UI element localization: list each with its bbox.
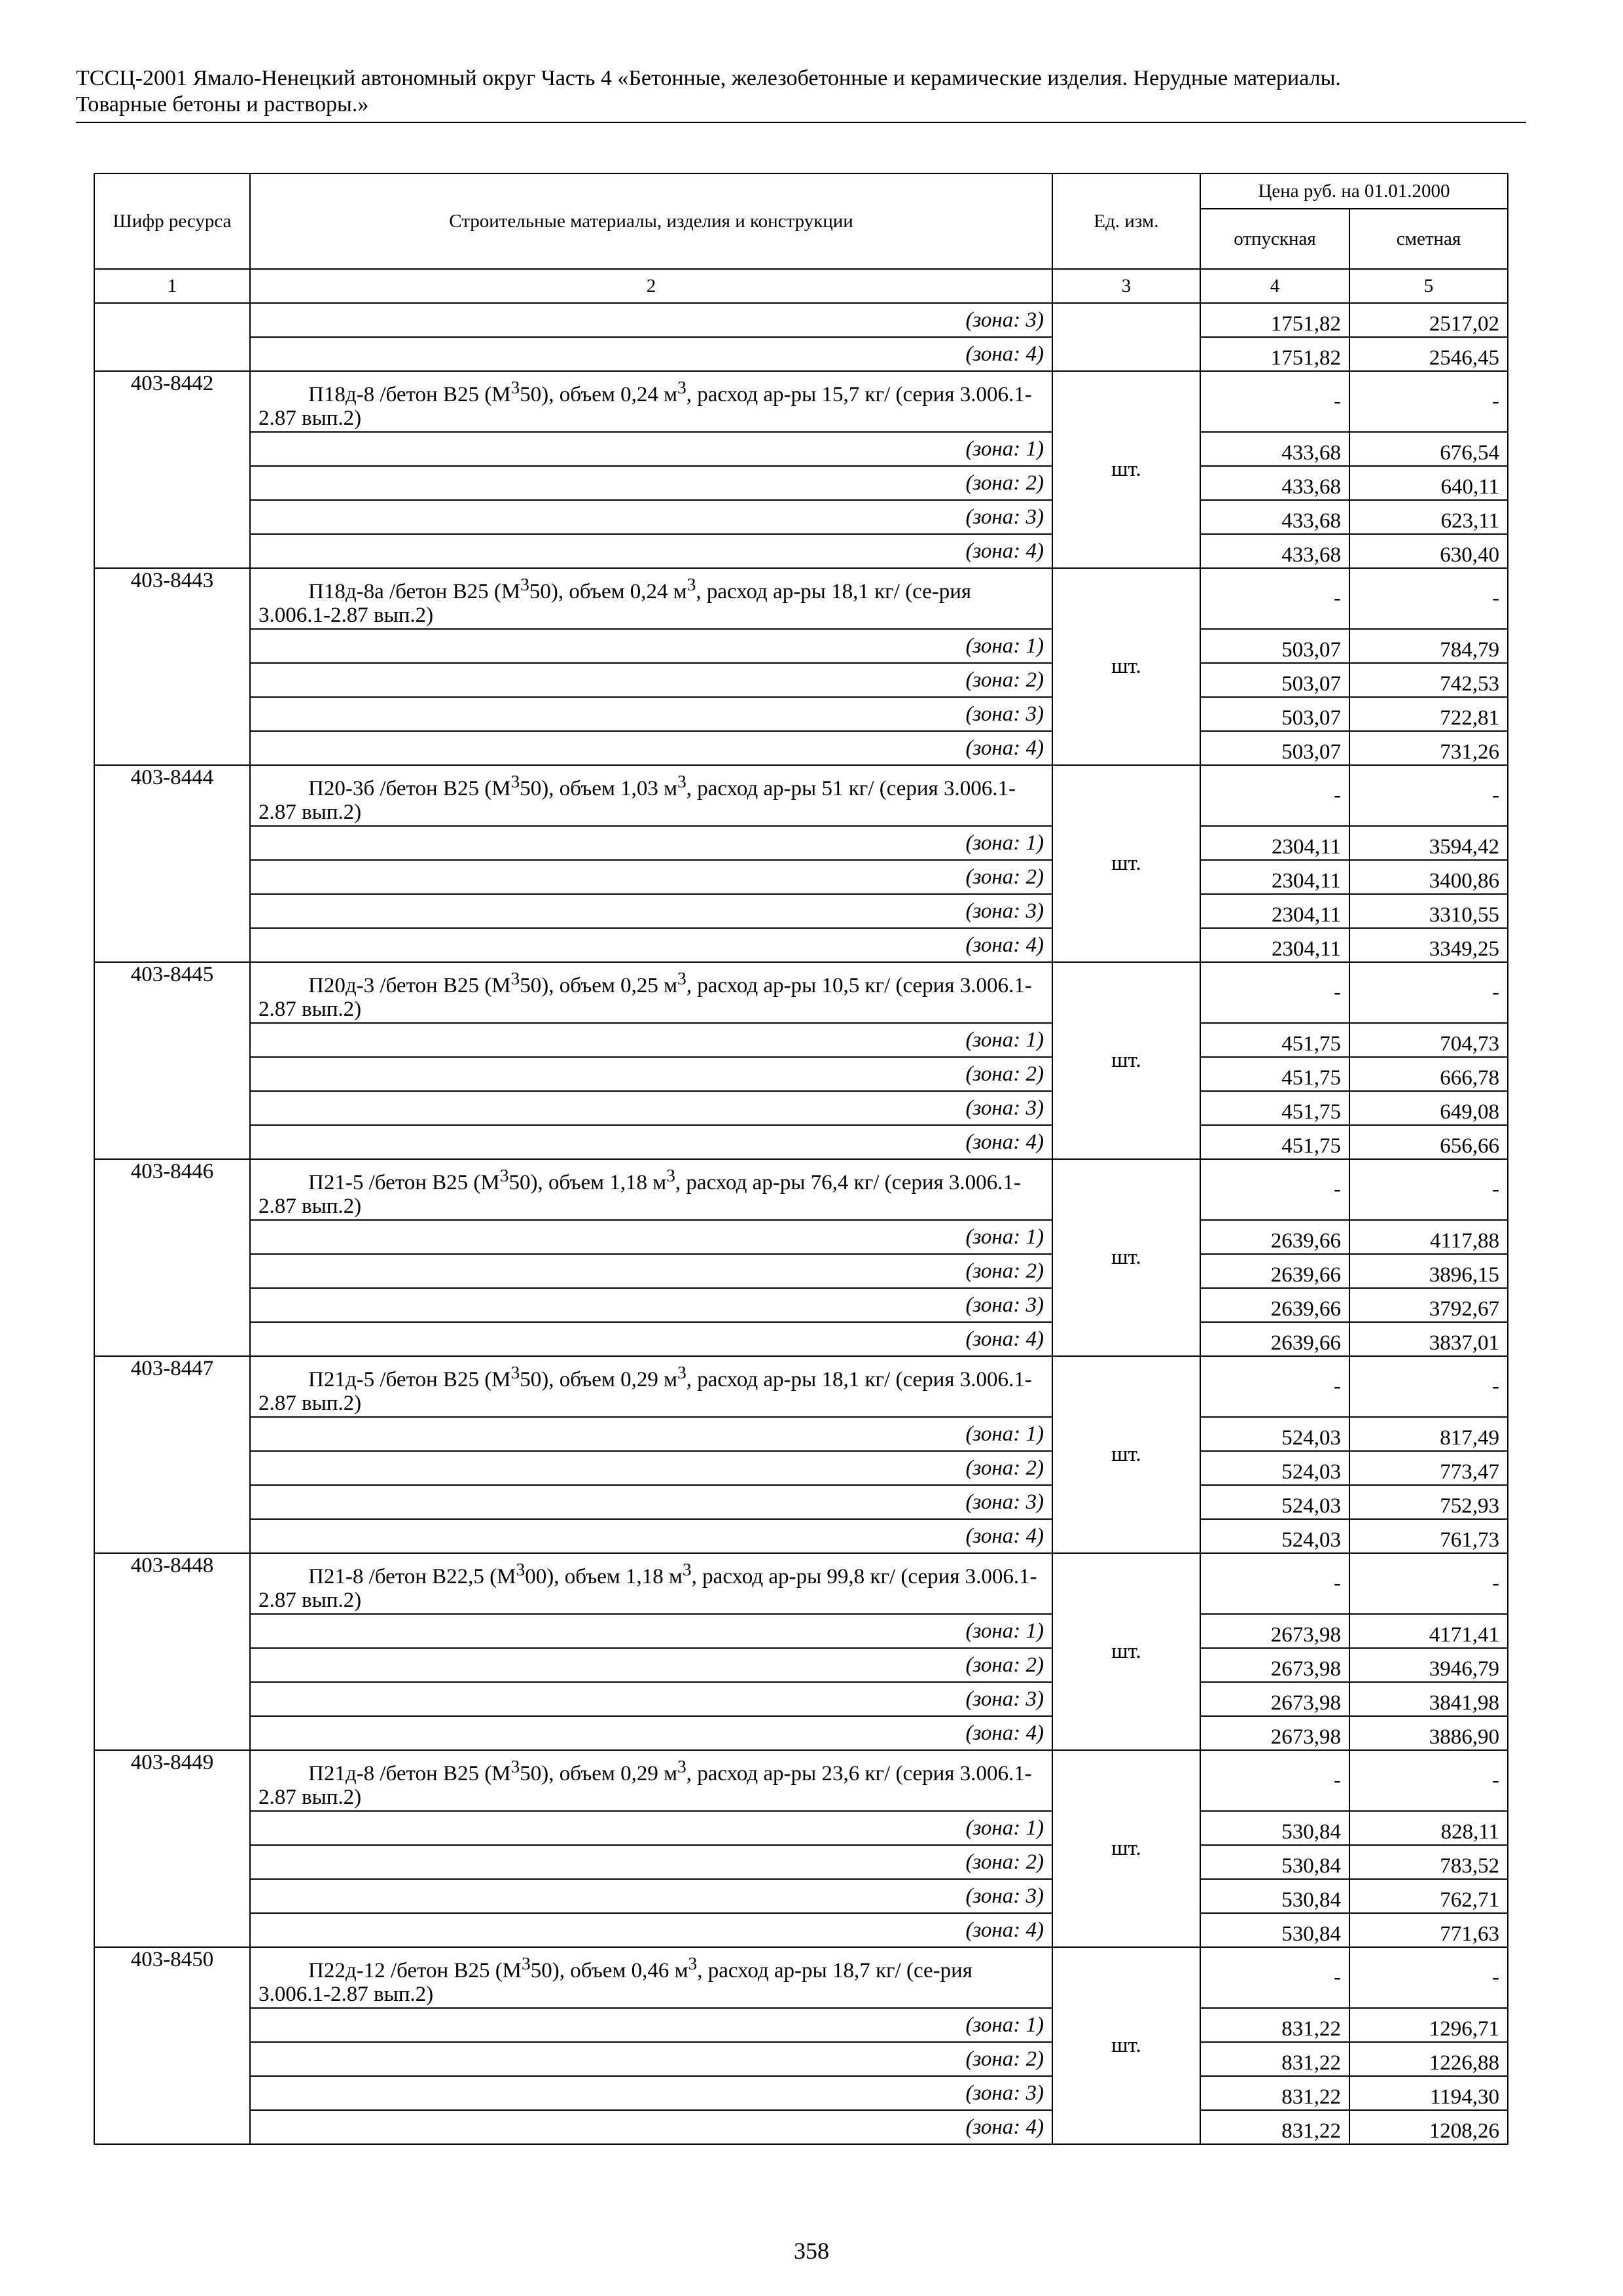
release-price: 831,22 xyxy=(1200,2042,1349,2076)
estimate-price: 3896,15 xyxy=(1349,1254,1508,1288)
release-price: 433,68 xyxy=(1200,432,1349,466)
estimate-price: 784,79 xyxy=(1349,629,1508,663)
resource-description xyxy=(250,371,1052,432)
estimate-price: 783,52 xyxy=(1349,1845,1508,1879)
estimate-price: 1194,30 xyxy=(1349,2076,1508,2110)
release-price: 433,68 xyxy=(1200,466,1349,500)
release-price: 1751,82 xyxy=(1200,303,1349,337)
unit-empty xyxy=(1052,303,1200,337)
zone-label: (зона: 4) xyxy=(250,1322,1052,1356)
zone-label: (зона: 1) xyxy=(250,432,1052,466)
release-price: 530,84 xyxy=(1200,1845,1349,1879)
estimate-price: 649,08 xyxy=(1349,1091,1508,1125)
resource-description xyxy=(250,568,1052,629)
release-price: 2304,11 xyxy=(1200,860,1349,894)
estimate-price: 630,40 xyxy=(1349,534,1508,568)
zone-row xyxy=(94,1417,1508,1451)
release-price: - xyxy=(1200,1356,1349,1417)
release-price: 524,03 xyxy=(1200,1519,1349,1553)
zone-label: (зона: 1) xyxy=(250,1220,1052,1254)
unit-of-measure: шт. xyxy=(1052,1553,1200,1750)
header-name: Строительные материалы, изделия и конструкции xyxy=(250,173,1052,269)
zone-label: (зона: 1) xyxy=(250,1023,1052,1057)
release-price: 433,68 xyxy=(1200,500,1349,534)
estimate-price: - xyxy=(1349,765,1508,826)
header-release-price: отпускная xyxy=(1200,209,1349,269)
zone-row xyxy=(94,466,1508,500)
zone-label: (зона: 3) xyxy=(250,1879,1052,1913)
table-row xyxy=(94,1159,1508,1220)
estimate-price: 817,49 xyxy=(1349,1417,1508,1451)
release-price: 2639,66 xyxy=(1200,1322,1349,1356)
zone-row xyxy=(94,629,1508,663)
zone-label: (зона: 2) xyxy=(250,1845,1052,1879)
zone-row xyxy=(94,860,1508,894)
resource-code: 403-8448 xyxy=(94,1553,250,1750)
release-price: 451,75 xyxy=(1200,1057,1349,1091)
resource-description xyxy=(250,1750,1052,1811)
header-unit: Ед. изм. xyxy=(1052,173,1200,269)
zone-row xyxy=(94,2008,1508,2042)
table-row xyxy=(94,568,1508,629)
release-price: 2673,98 xyxy=(1200,1648,1349,1682)
estimate-price: 656,66 xyxy=(1349,1125,1508,1159)
zone-row xyxy=(94,2076,1508,2110)
estimate-price: - xyxy=(1349,1356,1508,1417)
zone-row xyxy=(94,1845,1508,1879)
zone-label: (зона: 2) xyxy=(250,860,1052,894)
zone-label: (зона: 4) xyxy=(250,1125,1052,1159)
unit-of-measure: шт. xyxy=(1052,371,1200,568)
column-number: 4 xyxy=(1200,269,1349,303)
unit-of-measure: шт. xyxy=(1052,962,1200,1159)
estimate-price: 623,11 xyxy=(1349,500,1508,534)
table-row xyxy=(94,1947,1508,2008)
estimate-price: - xyxy=(1349,962,1508,1023)
zone-label: (зона: 3) xyxy=(250,303,1052,337)
estimate-price: 4171,41 xyxy=(1349,1614,1508,1648)
estimate-price: 676,54 xyxy=(1349,432,1508,466)
resource-description-text: П21д-8 /бетон B25 $(М^350)$, объем 0,29 $м^3$, расход ар-ры 23,6 кг/ (серия 3.006.1-2.87 вып.2) xyxy=(259,1756,1032,1809)
estimate-price: 2546,45 xyxy=(1349,337,1508,371)
column-number: 5 xyxy=(1349,269,1508,303)
zone-row xyxy=(94,500,1508,534)
release-price: 530,84 xyxy=(1200,1811,1349,1845)
resource-description-text: П18д-8а /бетон B25 $(М^350)$, объем 0,24 $м^3$, расход ар-ры 18,1 кг/ (се-рия 3.006.1-2.87 вып.2) xyxy=(259,574,972,627)
unit-of-measure: шт. xyxy=(1052,1947,1200,2144)
release-price: 2639,66 xyxy=(1200,1288,1349,1322)
release-price: 831,22 xyxy=(1200,2008,1349,2042)
release-price: 831,22 xyxy=(1200,2110,1349,2144)
estimate-price: 761,73 xyxy=(1349,1519,1508,1553)
estimate-price: 742,53 xyxy=(1349,663,1508,697)
resource-description-text: П21-8 /бетон B22,5 $(М^300)$, объем 1,18 $м^3$, расход ар-ры 99,8 кг/ (серия 3.006.1-2.87 вып.2) xyxy=(259,1559,1037,1612)
zone-row xyxy=(94,2042,1508,2076)
zone-row xyxy=(94,1023,1508,1057)
zone-label: (зона: 1) xyxy=(250,629,1052,663)
release-price: - xyxy=(1200,962,1349,1023)
release-price: - xyxy=(1200,568,1349,629)
zone-label: (зона: 3) xyxy=(250,697,1052,731)
zone-row xyxy=(94,1091,1508,1125)
release-price: 530,84 xyxy=(1200,1913,1349,1947)
resource-code: 403-8446 xyxy=(94,1159,250,1356)
zone-row xyxy=(94,1682,1508,1716)
zone-row xyxy=(94,663,1508,697)
release-price: 503,07 xyxy=(1200,663,1349,697)
estimate-price: - xyxy=(1349,568,1508,629)
zone-label: (зона: 2) xyxy=(250,1254,1052,1288)
estimate-price: 722,81 xyxy=(1349,697,1508,731)
zone-label: (зона: 3) xyxy=(250,500,1052,534)
release-price: 2673,98 xyxy=(1200,1682,1349,1716)
table-row xyxy=(94,962,1508,1023)
zone-label: (зона: 4) xyxy=(250,928,1052,962)
zone-row xyxy=(94,1288,1508,1322)
zone-row xyxy=(94,1519,1508,1553)
header-line-2: Товарные бетоны и растворы.» xyxy=(76,92,369,117)
estimate-price: 771,63 xyxy=(1349,1913,1508,1947)
zone-label: (зона: 4) xyxy=(250,1913,1052,1947)
zone-row xyxy=(94,894,1508,928)
zone-row xyxy=(94,1648,1508,1682)
zone-row xyxy=(94,1716,1508,1750)
unit-of-measure: шт. xyxy=(1052,1750,1200,1947)
release-price: - xyxy=(1200,1159,1349,1220)
column-number: 1 xyxy=(94,269,250,303)
resource-code: 403-8447 xyxy=(94,1356,250,1553)
release-price: 2673,98 xyxy=(1200,1716,1349,1750)
zone-row xyxy=(94,1485,1508,1519)
zone-label: (зона: 4) xyxy=(250,731,1052,765)
zone-row xyxy=(94,1322,1508,1356)
estimate-price: - xyxy=(1349,371,1508,432)
table-row xyxy=(94,1553,1508,1614)
zone-row xyxy=(94,534,1508,568)
zone-label: (зона: 4) xyxy=(250,534,1052,568)
release-price: 2304,11 xyxy=(1200,928,1349,962)
zone-row xyxy=(94,337,1508,371)
resource-description-text: П20-3б /бетон B25 $(М^350)$, объем 1,03 $м^3$, расход ар-ры 51 кг/ (серия 3.006.1-2.87 вып.2) xyxy=(259,771,1016,824)
resource-description-text: П20д-3 /бетон B25 $(М^350)$, объем 0,25 $м^3$, расход ар-ры 10,5 кг/ (серия 3.006.1-2.87 вып.2) xyxy=(259,968,1032,1021)
estimate-price: 4117,88 xyxy=(1349,1220,1508,1254)
page-number: 358 xyxy=(794,2238,829,2264)
table-row xyxy=(94,765,1508,826)
estimate-price: 3841,98 xyxy=(1349,1682,1508,1716)
resource-description-text: П21-5 /бетон B25 $(М^350)$, объем 1,18 $м^3$, расход ар-ры 76,4 кг/ (серия 3.006.1-2.87 вып.2) xyxy=(259,1165,1021,1218)
estimate-price: - xyxy=(1349,1947,1508,2008)
zone-row xyxy=(94,826,1508,860)
zone-label: (зона: 3) xyxy=(250,1091,1052,1125)
release-price: 433,68 xyxy=(1200,534,1349,568)
table-body xyxy=(94,303,1508,2144)
estimate-price: 773,47 xyxy=(1349,1451,1508,1485)
estimate-price: 3349,25 xyxy=(1349,928,1508,962)
header-price-group: Цена руб. на 01.01.2000 xyxy=(1200,173,1508,209)
unit-of-measure: шт. xyxy=(1052,568,1200,765)
release-price: - xyxy=(1200,1947,1349,2008)
zone-row xyxy=(94,928,1508,962)
estimate-price: 1208,26 xyxy=(1349,2110,1508,2144)
zone-label: (зона: 2) xyxy=(250,2042,1052,2076)
estimate-price: 731,26 xyxy=(1349,731,1508,765)
resource-code: 403-8443 xyxy=(94,568,250,765)
resource-code: 403-8445 xyxy=(94,962,250,1159)
estimate-price: 3310,55 xyxy=(1349,894,1508,928)
unit-of-measure: шт. xyxy=(1052,1356,1200,1553)
release-price: 503,07 xyxy=(1200,731,1349,765)
zone-label: (зона: 1) xyxy=(250,2008,1052,2042)
estimate-price: 752,93 xyxy=(1349,1485,1508,1519)
release-price: 503,07 xyxy=(1200,697,1349,731)
zone-label: (зона: 4) xyxy=(250,1716,1052,1750)
table-row xyxy=(94,1750,1508,1811)
estimate-price: 704,73 xyxy=(1349,1023,1508,1057)
resource-description-text: П21д-5 /бетон B25 $(М^350)$, объем 0,29 $м^3$, расход ар-ры 18,1 кг/ (серия 3.006.1-2.87 вып.2) xyxy=(259,1362,1032,1415)
header-code: Шифр ресурса xyxy=(94,173,250,269)
release-price: 831,22 xyxy=(1200,2076,1349,2110)
estimate-price: 3946,79 xyxy=(1349,1648,1508,1682)
resource-description xyxy=(250,962,1052,1023)
zone-label: (зона: 1) xyxy=(250,1417,1052,1451)
release-price: 524,03 xyxy=(1200,1485,1349,1519)
zone-row xyxy=(94,1220,1508,1254)
resource-code: 403-8442 xyxy=(94,371,250,568)
resource-description xyxy=(250,765,1052,826)
release-price: 451,75 xyxy=(1200,1023,1349,1057)
release-price: 530,84 xyxy=(1200,1879,1349,1913)
estimate-price: 640,11 xyxy=(1349,466,1508,500)
resource-code: 403-8449 xyxy=(94,1750,250,1947)
zone-label: (зона: 4) xyxy=(250,337,1052,371)
zone-label: (зона: 4) xyxy=(250,1519,1052,1553)
resource-description xyxy=(250,1947,1052,2008)
resource-price-table xyxy=(94,173,1508,2145)
release-price: 1751,82 xyxy=(1200,337,1349,371)
zone-label: (зона: 3) xyxy=(250,894,1052,928)
header-estimate-price: сметная xyxy=(1349,209,1508,269)
estimate-price: 666,78 xyxy=(1349,1057,1508,1091)
zone-label: (зона: 1) xyxy=(250,826,1052,860)
zone-label: (зона: 3) xyxy=(250,2076,1052,2110)
resource-description-text: П22д-12 /бетон B25 $(М^350)$, объем 0,46 $м^3$, расход ар-ры 18,7 кг/ (се-рия 3.006.1-2.87 вып.2) xyxy=(259,1953,972,2006)
resource-description xyxy=(250,1553,1052,1614)
zone-label: (зона: 3) xyxy=(250,1682,1052,1716)
page-header xyxy=(76,65,1526,118)
zone-label: (зона: 1) xyxy=(250,1614,1052,1648)
estimate-price: 1226,88 xyxy=(1349,2042,1508,2076)
release-price: 451,75 xyxy=(1200,1125,1349,1159)
zone-label: (зона: 1) xyxy=(250,1811,1052,1845)
resource-code: 403-8450 xyxy=(94,1947,250,2144)
header-line-1: ТССЦ-2001 Ямало-Ненецкий автономный округ Часть 4 «Бетонные, железобетонные и керамические изделия. Нерудные материалы. xyxy=(76,66,1341,90)
zone-row xyxy=(94,303,1508,337)
table-row xyxy=(94,1356,1508,1417)
resource-code xyxy=(94,303,250,371)
estimate-price: - xyxy=(1349,1750,1508,1811)
estimate-price: - xyxy=(1349,1159,1508,1220)
release-price: 2639,66 xyxy=(1200,1220,1349,1254)
estimate-price: 3837,01 xyxy=(1349,1322,1508,1356)
zone-row xyxy=(94,1254,1508,1288)
zone-row xyxy=(94,1057,1508,1091)
release-price: - xyxy=(1200,765,1349,826)
zone-row xyxy=(94,1451,1508,1485)
estimate-price: 3594,42 xyxy=(1349,826,1508,860)
resource-description xyxy=(250,1159,1052,1220)
zone-row xyxy=(94,432,1508,466)
zone-label: (зона: 3) xyxy=(250,1288,1052,1322)
estimate-price: - xyxy=(1349,1553,1508,1614)
estimate-price: 2517,02 xyxy=(1349,303,1508,337)
zone-row xyxy=(94,697,1508,731)
release-price: 2304,11 xyxy=(1200,826,1349,860)
zone-row xyxy=(94,1913,1508,1947)
unit-empty xyxy=(1052,337,1200,371)
resource-description-text: П18д-8 /бетон B25 $(М^350)$, объем 0,24 $м^3$, расход ар-ры 15,7 кг/ (серия 3.006.1-2.87 вып.2) xyxy=(259,377,1032,430)
zone-row xyxy=(94,1125,1508,1159)
zone-label: (зона: 2) xyxy=(250,466,1052,500)
estimate-price: 3886,90 xyxy=(1349,1716,1508,1750)
column-number: 2 xyxy=(250,269,1052,303)
estimate-price: 3400,86 xyxy=(1349,860,1508,894)
resource-description xyxy=(250,1356,1052,1417)
unit-of-measure: шт. xyxy=(1052,765,1200,962)
estimate-price: 1296,71 xyxy=(1349,2008,1508,2042)
release-price: 524,03 xyxy=(1200,1451,1349,1485)
release-price: 2673,98 xyxy=(1200,1614,1349,1648)
resource-code: 403-8444 xyxy=(94,765,250,962)
estimate-price: 762,71 xyxy=(1349,1879,1508,1913)
release-price: - xyxy=(1200,371,1349,432)
unit-of-measure: шт. xyxy=(1052,1159,1200,1356)
header-divider xyxy=(76,122,1526,123)
estimate-price: 3792,67 xyxy=(1349,1288,1508,1322)
release-price: 451,75 xyxy=(1200,1091,1349,1125)
zone-row xyxy=(94,1811,1508,1845)
release-price: 2639,66 xyxy=(1200,1254,1349,1288)
release-price: - xyxy=(1200,1553,1349,1614)
zone-label: (зона: 2) xyxy=(250,1648,1052,1682)
zone-label: (зона: 2) xyxy=(250,1057,1052,1091)
zone-label: (зона: 4) xyxy=(250,2110,1052,2144)
zone-label: (зона: 2) xyxy=(250,663,1052,697)
table-row xyxy=(94,371,1508,432)
estimate-price: 828,11 xyxy=(1349,1811,1508,1845)
zone-label: (зона: 2) xyxy=(250,1451,1052,1485)
release-price: 503,07 xyxy=(1200,629,1349,663)
zone-label: (зона: 3) xyxy=(250,1485,1052,1519)
column-number: 3 xyxy=(1052,269,1200,303)
release-price: - xyxy=(1200,1750,1349,1811)
zone-row xyxy=(94,2110,1508,2144)
release-price: 524,03 xyxy=(1200,1417,1349,1451)
zone-row xyxy=(94,1614,1508,1648)
zone-row xyxy=(94,731,1508,765)
zone-row xyxy=(94,1879,1508,1913)
release-price: 2304,11 xyxy=(1200,894,1349,928)
